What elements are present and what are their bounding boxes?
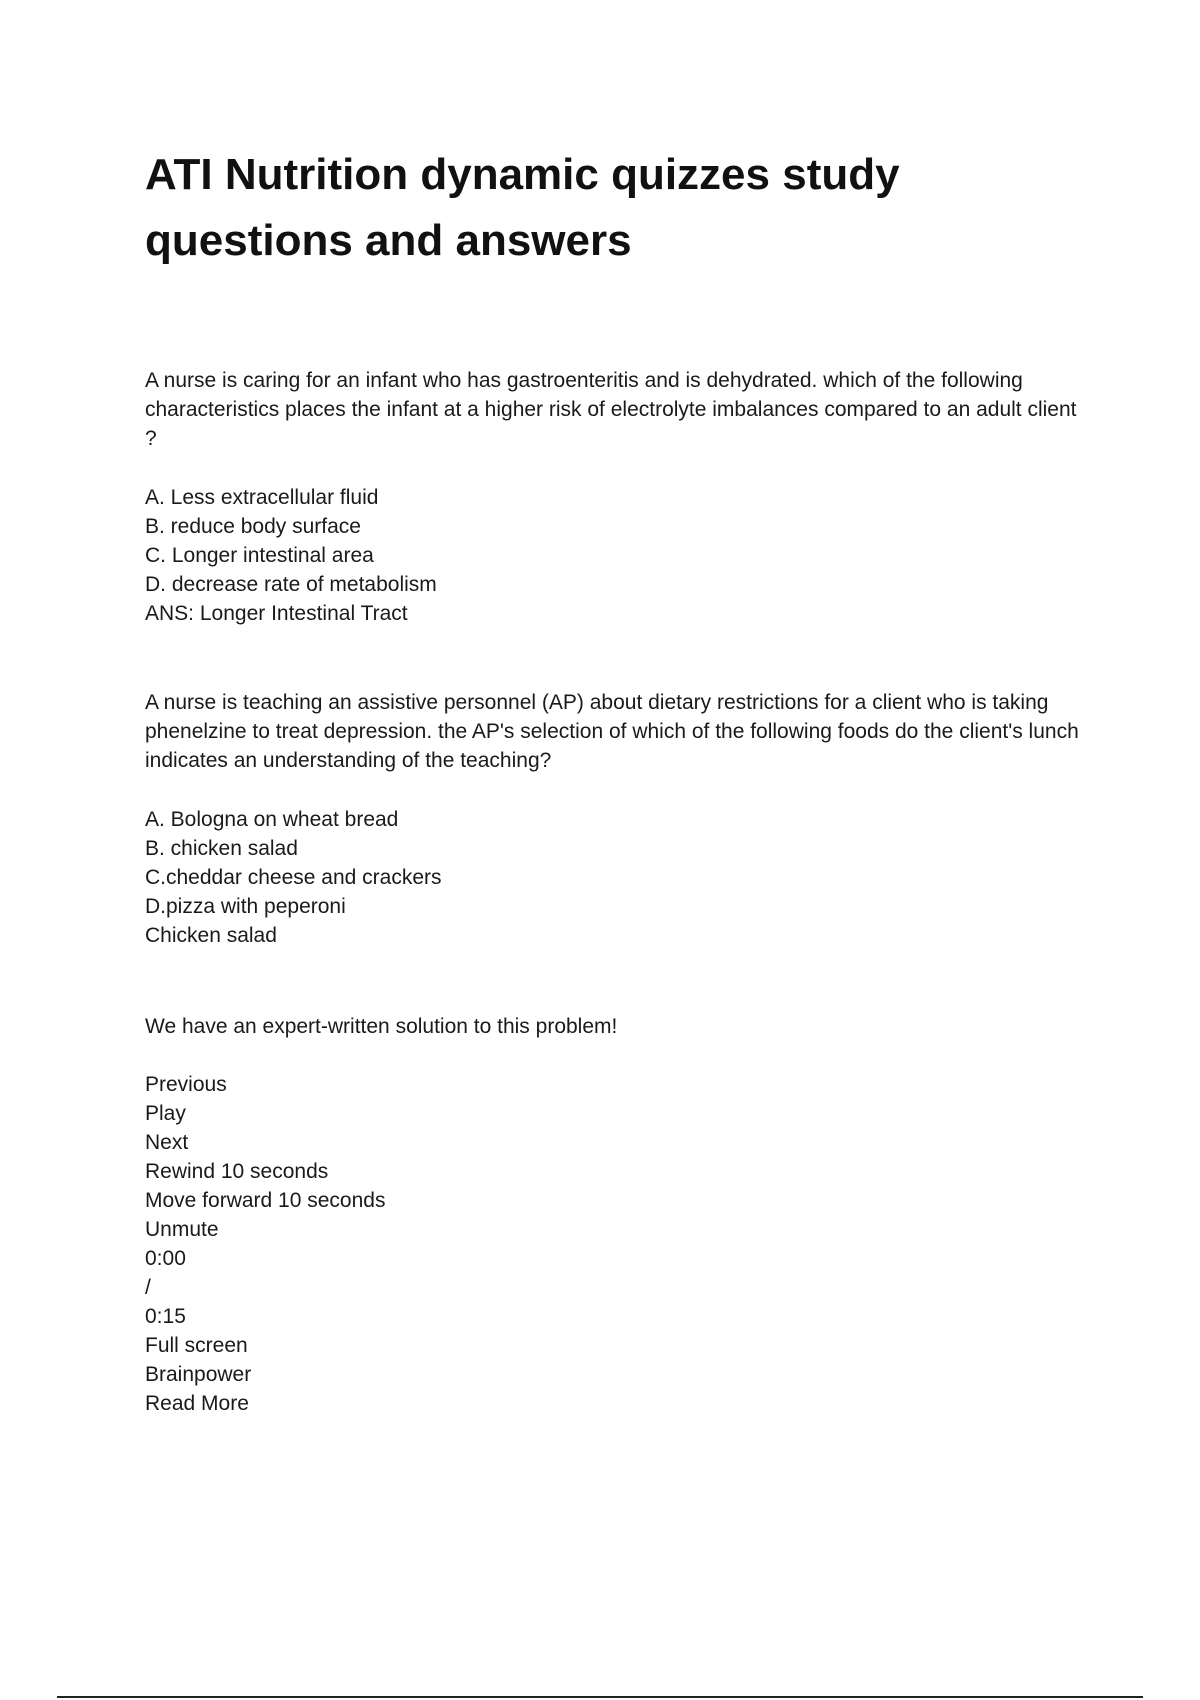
question-2-option-d: D.pizza with peperoni [145, 895, 346, 918]
question-2-answer: Chicken salad [145, 924, 277, 947]
next-label: Next [145, 1131, 189, 1154]
page-title: ATI Nutrition dynamic quizzes study questions and answers [145, 150, 900, 265]
time-separator: / [145, 1276, 151, 1299]
unmute-label: Unmute [145, 1218, 219, 1241]
question-2-option-c: C.cheddar cheese and crackers [145, 866, 442, 889]
question-2-option-a: A. Bologna on wheat bread [145, 808, 399, 831]
rewind-label: Rewind 10 seconds [145, 1160, 329, 1183]
duration: 0:15 [145, 1305, 186, 1328]
question-1-answer: ANS: Longer Intestinal Tract [145, 602, 408, 625]
footer-divider [57, 1696, 1143, 1698]
previous-label: Previous [145, 1073, 227, 1096]
question-1-option-b: B. reduce body surface [145, 515, 361, 538]
current-time: 0:00 [145, 1247, 186, 1270]
fullscreen-label: Full screen [145, 1334, 248, 1357]
question-1-option-a: A. Less extracellular fluid [145, 486, 379, 509]
play-label: Play [145, 1102, 186, 1125]
question-1-option-c: C. Longer intestinal area [145, 544, 374, 567]
question-2-text [145, 688, 1085, 775]
question-1-options [145, 483, 1085, 628]
question-1-text [145, 366, 1085, 453]
read-more-label: Read More [145, 1392, 249, 1415]
question-2-stem: A nurse is teaching an assistive personnel (AP) about dietary restrictions for a client who is taking phenelzine to treat depression. the AP's selection of which of the following foods do the client's lunch indicates an understanding of the teaching? [145, 691, 1079, 772]
brainpower-label: Brainpower [145, 1363, 252, 1386]
question-1-stem: A nurse is caring for an infant who has gastroenteritis and is dehydrated. which of the following characteristics places the infant at a higher risk of electrolyte imbalances compared to an adult client ? [145, 369, 1077, 450]
question-2-options [145, 805, 1085, 950]
question-2-option-b: B. chicken salad [145, 837, 298, 860]
forward-label: Move forward 10 seconds [145, 1189, 386, 1212]
media-controls-text [145, 1070, 1085, 1418]
question-1-option-d: D. decrease rate of metabolism [145, 573, 437, 596]
expert-note-text: We have an expert-written solution to this problem! [145, 1015, 618, 1038]
expert-solution-note [145, 1012, 1085, 1041]
